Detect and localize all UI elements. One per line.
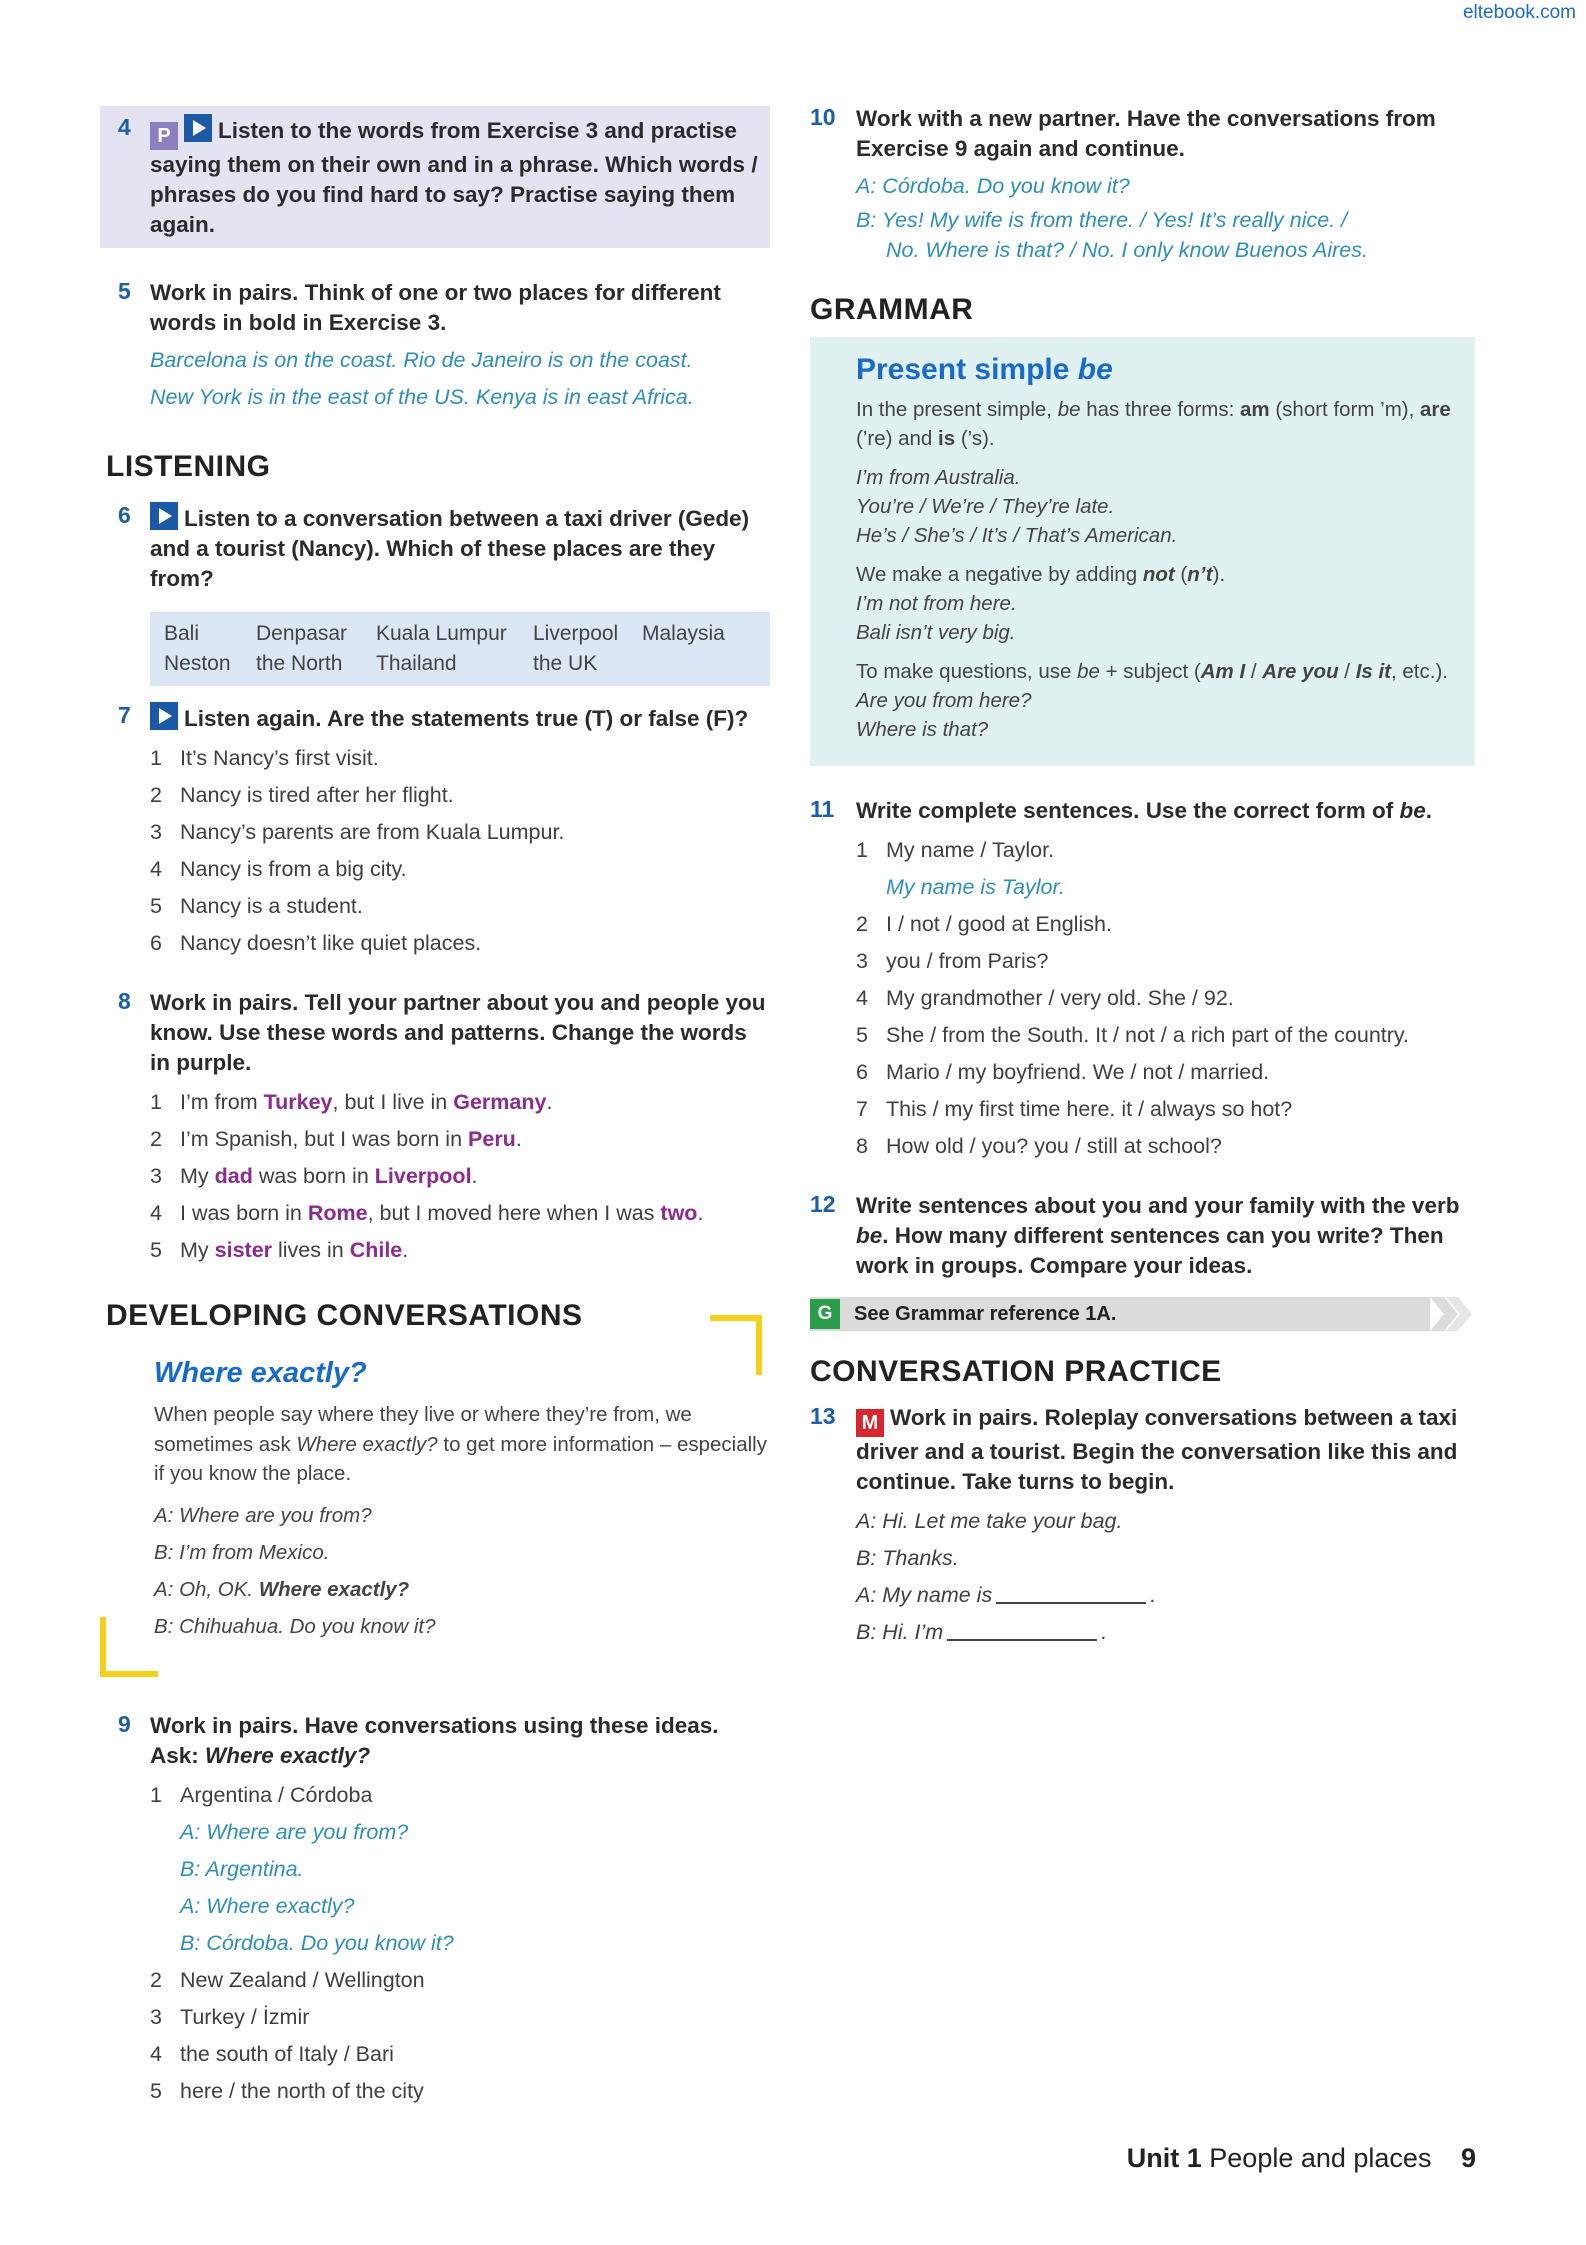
list-item: 3 you / from Paris?: [856, 949, 1049, 973]
place: Neston: [164, 652, 231, 675]
section-heading-developing-conversations: DEVELOPING CONVERSATIONS: [106, 1299, 583, 1332]
grammar-example: I’m not from here.: [856, 592, 1017, 615]
list-item: 2 Nancy is tired after her flight.: [150, 783, 454, 807]
section-heading-conversation-practice: CONVERSATION PRACTICE: [810, 1355, 1222, 1388]
example-line: Barcelona is on the coast. Rio de Janeiro is on the coast.: [150, 348, 693, 372]
list-item: 3 Turkey / İzmir: [150, 2004, 310, 2029]
exercise-instruction: Work in pairs. Think of one or two places for different words in bold in Exercise 3.: [150, 280, 721, 335]
list-item: 1 My name / Taylor.: [856, 838, 1055, 862]
dialog-line: A: Where are you from?: [154, 1503, 372, 1527]
left-column: [100, 106, 770, 2136]
list-item: 3 My dad was born in Liverpool.: [150, 1164, 478, 1188]
exercise-10: [810, 104, 1475, 265]
grammar-example: You’re / We’re / They’re late.: [856, 495, 1115, 518]
right-column: [810, 104, 1475, 1677]
model-answer: My name is Taylor.: [886, 875, 1065, 899]
list-item: 2 New Zealand / Wellington: [150, 1967, 425, 1992]
place: Kuala Lumpur: [376, 622, 507, 645]
exercise-9: [100, 1711, 770, 2110]
exercise-13: [810, 1403, 1475, 1651]
place: the North: [256, 652, 343, 675]
exercise-number: 10: [810, 104, 836, 130]
page-number: 9: [1460, 2143, 1476, 2173]
exercise-instruction: M Work in pairs. Roleplay conversations between a taxi driver and a tourist. Begin the conversation like this and continue. Take turns to begin.: [856, 1405, 1458, 1494]
dialog-line: A: Hi. Let me take your bag.: [856, 1509, 1123, 1533]
where-exactly-box: [150, 1341, 770, 1667]
dialog-line: A: My name is .: [856, 1583, 1157, 1607]
exercise-12: [810, 1191, 1475, 1281]
place: Liverpool: [533, 622, 619, 645]
section-heading-listening: LISTENING: [106, 450, 271, 483]
corner-decoration: [100, 1617, 158, 1677]
exercise-number: 9: [118, 1710, 131, 1737]
exercise-number: 5: [118, 278, 131, 304]
place: Denpasar: [256, 622, 348, 645]
list-item: 3 Nancy’s parents are from Kuala Lumpur.: [150, 820, 565, 844]
exercise-instruction: P Listen to the words from Exercise 3 and practise saying them on their own and in a phrase. Which words / phrases do you find hard to say? Practise saying them again.: [150, 114, 760, 240]
corner-decoration: [710, 1315, 762, 1375]
example-line: A: Córdoba. Do you know it?: [856, 174, 1130, 198]
list-item: 4 the south of Italy / Bari: [150, 2041, 394, 2066]
list-item: 4 I was born in Rome, but I moved here when I was two.: [150, 1201, 704, 1225]
statement-list: [150, 740, 770, 962]
example-line: No. Where is that? / No. I only know Buenos Aires.: [886, 238, 1368, 262]
grammar-rule: In the present simple, be has three forms: am (short form ’m), are (’re) and is (’s).: [856, 398, 1451, 450]
list-item: 5 here / the north of the city: [150, 2078, 424, 2103]
play-audio-icon[interactable]: [150, 502, 178, 530]
list-item: 4 My grandmother / very old. She / 92.: [856, 986, 1234, 1010]
list-item: 5 My sister lives in Chile.: [150, 1238, 409, 1262]
exercise-instruction: Work in pairs. Have conversations using these ideas. Ask: Where exactly?: [150, 1712, 719, 1768]
list-item: 5 Nancy is a student.: [150, 894, 363, 918]
places-box: [150, 612, 770, 686]
site-watermark[interactable]: eltebook.com: [1462, 2, 1576, 23]
pronunciation-icon: P: [150, 122, 178, 150]
answer-blank[interactable]: [947, 1619, 1097, 1641]
list-item: 6 Nancy doesn’t like quiet places.: [150, 931, 482, 955]
grammar-box-title: Present simple be: [856, 353, 1113, 386]
play-audio-icon[interactable]: [150, 702, 178, 730]
unit-label: Unit 1: [1126, 2143, 1202, 2173]
list-item: 1 I’m from Turkey, but I live in Germany.: [150, 1090, 553, 1114]
dialog-line: B: Thanks.: [856, 1546, 959, 1570]
example-line: New York is in the east of the US. Kenya is in east Africa.: [150, 385, 694, 409]
grammar-rule: To make questions, use be + subject (Am I / Are you / Is it, etc.).: [856, 660, 1448, 683]
exercise-8: [100, 988, 770, 1269]
exercise-instruction: Listen again. Are the statements true (T) or false (F)?: [150, 702, 770, 734]
pattern-list: [150, 1084, 770, 1269]
section-heading-grammar: GRAMMAR: [810, 293, 974, 326]
example-line: B: Yes! My wife is from there. / Yes! It’s really nice. /: [856, 208, 1348, 232]
list-item: 2 I’m Spanish, but I was born in Peru.: [150, 1127, 522, 1151]
exercise-7: [100, 702, 770, 962]
grammar-example: I’m from Australia.: [856, 466, 1021, 489]
grammar-reference-link[interactable]: G See Grammar reference 1A.: [810, 1297, 1430, 1331]
exercise-instruction: Write sentences about you and your family with the verb be. How many different sentences can you write? Then work in groups. Compare your ideas.: [856, 1193, 1460, 1278]
model-line: B: Córdoba. Do you know it?: [180, 1930, 454, 1955]
dialog-list: [856, 1503, 1475, 1651]
exercise-11: [810, 796, 1475, 1165]
place: the UK: [533, 652, 598, 675]
dialog-line: A: Oh, OK. Where exactly?: [154, 1577, 410, 1601]
list-item: 6 Mario / my boyfriend. We / not / married.: [856, 1060, 1270, 1084]
dialog-line: B: Hi. I’m .: [856, 1620, 1108, 1644]
exercise-5: [100, 278, 770, 416]
box-title: Where exactly?: [154, 1357, 367, 1389]
exercise-number: 6: [118, 502, 131, 528]
grammar-example: Bali isn’t very big.: [856, 621, 1016, 644]
sentence-list: [856, 832, 1475, 1165]
play-audio-icon[interactable]: [184, 114, 212, 142]
mediation-icon: M: [856, 1409, 884, 1437]
list-item: 2 I / not / good at English.: [856, 912, 1112, 936]
exercise-instruction: Work with a new partner. Have the conversations from Exercise 9 again and continue.: [856, 106, 1436, 161]
list-item: 5 She / from the South. It / not / a rich part of the country.: [856, 1023, 1410, 1047]
exercise-4: [100, 106, 770, 248]
answer-blank[interactable]: [996, 1582, 1146, 1604]
ideas-list: [150, 1777, 770, 2110]
exercise-number: 13: [810, 1403, 836, 1429]
dialog-line: B: Chihuahua. Do you know it?: [154, 1614, 436, 1638]
place: Bali: [164, 622, 200, 645]
exercise-instruction: Write complete sentences. Use the correct form of be.: [856, 798, 1433, 823]
model-line: A: Where exactly?: [180, 1893, 355, 1918]
box-body: When people say where they live or where they’re from, we sometimes ask Where exactly? to get more information – especially if you know the place.: [154, 1403, 767, 1485]
grammar-box: [810, 337, 1475, 766]
exercise-number: 7: [118, 702, 131, 728]
grammar-rule: We make a negative by adding not (n’t).: [856, 563, 1226, 586]
exercise-6: [100, 502, 770, 594]
grammar-example: He’s / She’s / It’s / That’s American.: [856, 524, 1178, 547]
grammar-reference-icon: G: [810, 1299, 840, 1329]
exercise-instruction: Work in pairs. Tell your partner about you and people you know. Use these words and patterns. Change the words in purple.: [150, 990, 766, 1075]
list-item: 4 Nancy is from a big city.: [150, 857, 407, 881]
list-item: 1 It’s Nancy’s first visit.: [150, 746, 379, 770]
unit-title: People and places: [1209, 2143, 1432, 2173]
model-line: A: Where are you from?: [180, 1819, 409, 1844]
exercise-number: 4: [118, 114, 131, 140]
list-item: 8 How old / you? you / still at school?: [856, 1134, 1222, 1158]
place: Thailand: [376, 652, 457, 675]
exercise-number: 11: [810, 796, 835, 822]
exercise-number: 8: [118, 988, 131, 1014]
page-footer: [1127, 2143, 1476, 2174]
chevron-right-icon: [1430, 1297, 1474, 1331]
model-line: B: Argentina.: [180, 1856, 304, 1881]
exercise-instruction: Listen to a conversation between a taxi driver (Gede) and a tourist (Nancy). Which of these places are they from?: [150, 502, 770, 594]
grammar-example: Where is that?: [856, 718, 989, 741]
place: Malaysia: [642, 622, 725, 645]
grammar-example: Are you from here?: [856, 689, 1032, 712]
list-item: 1 Argentina / Córdoba: [150, 1782, 373, 1807]
exercise-number: 12: [810, 1191, 836, 1217]
list-item: 7 This / my first time here. it / always so hot?: [856, 1097, 1293, 1121]
dialog-line: B: I’m from Mexico.: [154, 1540, 330, 1564]
